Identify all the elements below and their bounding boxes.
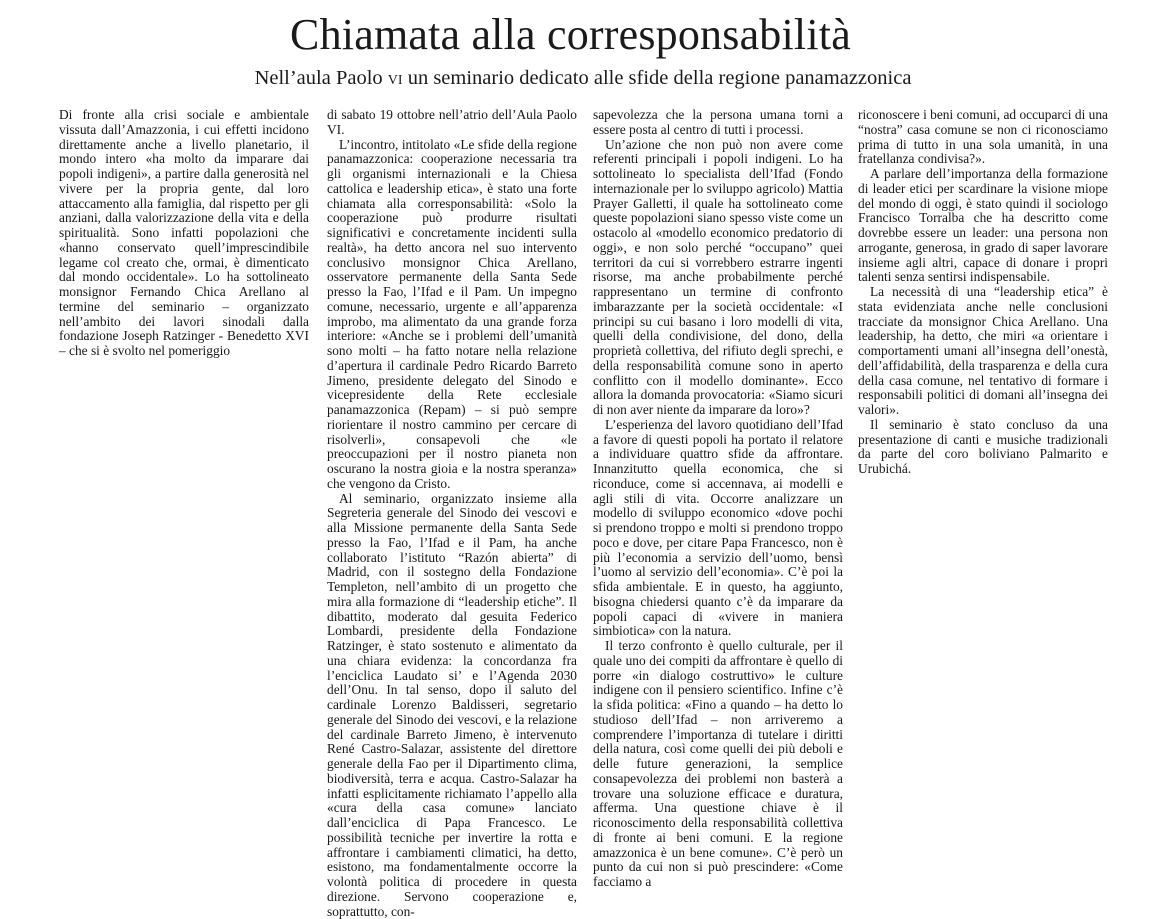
paragraph: Il terzo confronto è quello culturale, per il quale uno dei compiti da affrontare è quello di porre «in dialogo costruttivo» le culture indigene con il pensiero scientifico. Infine c’è la sfida politica: «Fino a quando – ha detto lo studioso dell’Ifad – non arriveremo a comprendere l’importanza di tutelare i diritti della natura, così come quelli dei più deboli e delle future generazioni, la semplice consapevolezza dei problemi non basterà a trovare una soluzione efficace e duratura, afferma. Una questione chiave è il riconoscimento della responsabilità collettiva di fronte ai beni comuni. E la regione amazzonica è un bene comune». C’è però un punto da cui non si può prescindere: «Come facciamo a	[593, 639, 843, 890]
paragraph: sapevolezza che la persona umana torni a essere posta al centro di tutti i processi.	[593, 108, 843, 138]
paragraph: A parlare dell’importanza della formazione di leader etici per scardinare la visione miope del mondo di oggi, è stato quindi il sociologo Francisco Torralba che ha descritto come dovrebbe essere un leader: una persona non arrogante, generosa, in grado di saper lavorare insieme agli altri, capace di donare i propri talenti senza sentirsi indispensabile.	[858, 167, 1108, 285]
paragraph: di sabato 19 ottobre nell’atrio dell’Aula Paolo VI.	[327, 108, 577, 138]
article-subtitle	[0, 64, 1166, 92]
text-column-4	[858, 108, 1108, 508]
text-column-3	[593, 108, 843, 895]
paragraph: Il seminario è stato concluso da una presentazione di canti e musiche tradizionali da parte del coro boliviano Palmarito e Urubichá.	[858, 418, 1108, 477]
text-column-1	[59, 108, 309, 358]
article-title: Chiamata alla corresponsabilità	[0, 6, 1141, 64]
subtitle-part-2: un seminario dedicato alle sfide della regione panamazzonica	[403, 67, 912, 89]
paragraph: L’incontro, intitolato «Le sfide della regione panamazzonica: cooperazione necessaria tra gli organismi internazionali e la Chiesa cattolica e leadership etica», è stato una forte chiamata alla corresponsabilità: «Solo la cooperazione può produrre risultati significativi e concretamente incidenti sulla realtà», ha detto ancora nel suo intervento conclusivo monsignor Chica Arellano, osservatore permanente della Santa Sede presso la Fao, l’Ifad e il Pam. Un impegno comune, necessario, urgente e all’apparenza improbo, ma alimentato da una grande forza interiore: «Anche se i problemi dell’umanità sono molti – ha fatto notare nella relazione d’apertura il cardinale Pedro Ricardo Barreto Jimeno, presidente delegato del Sinodo e vicepresidente della Rete ecclesiale panamazzonica (Repam) – si può sempre riorientare il nostro cammino per cercare di risolverli», consapevoli che «le preoccupazioni per il nostro pianeta non oscurano la nostra gioia e la nostra speranza» che vengono da Cristo.	[327, 138, 577, 492]
paragraph: La necessità di una “leadership etica” è stata evidenziata anche nelle conclusioni tracciate da monsignor Chica Arellano. Una leadership, ha detto, che miri «a orientare i comportamenti umani all’insegna dell’onestà, dell’affidabilità, della trasparenza e della cura della casa comune, nel tentativo di formare i responsabili politici di domani all’insegna dei valori».	[858, 285, 1108, 418]
paragraph: L’esperienza del lavoro quotidiano dell’Ifad a favore di questi popoli ha portato il relatore a individuare quattro sfide da affrontare. Innanzitutto quella economica, che si riconduce, come si accennava, ai modelli e agli stili di vita. Occorre analizzare un modello di sviluppo economico «dove pochi si prendono troppo e molti si prendono troppo poco e dove, per citare Papa Francesco, non è più l’economia a servizio dell’uomo, bensì l’uomo al servizio dell’economia». C’è poi la sfida ambientale. E in questo, ha aggiunto, bisogna chiedersi quanto c’è da imparare da popoli capaci di «vivere in maniera simbiotica» con la natura.	[593, 418, 843, 639]
paragraph: riconoscere i beni comuni, ad occuparci di una “nostra” casa comune se non ci riconosciamo prima di tutto in una sola umanità, in una fratellanza condivisa?».	[858, 108, 1108, 167]
subtitle-roman-numeral: vi	[388, 67, 403, 89]
text-column-2	[327, 108, 577, 895]
paragraph: Di fronte alla crisi sociale e ambientale vissuta dall’Amazzonia, i cui effetti incidono direttamente anche a livello planetario, il mondo intero «ha molto da imparare dai popoli indigeni», a partire dalla generosità nel vivere per la propria gente, dal loro attaccamento alla famiglia, dal rispetto per gli anziani, dalla valorizzazione della vita e della spiritualità. Sono infatti popolazioni che «hanno conservato quell’imprescindibile legame col creato che, ormai, è dimenticato dal mondo occidentale». Lo ha sottolineato monsignor Fernando Chica Arellano al termine del seminario – organizzato nell’ambito dei lavori sinodali dalla fondazione Joseph Ratzinger - Benedetto XVI – che si è svolto nel pomeriggio	[59, 108, 309, 359]
subtitle-part-1: Nell’aula Paolo	[255, 67, 388, 89]
paragraph: Al seminario, organizzato insieme alla Segreteria generale del Sinodo dei vescovi e alla Missione permanente della Santa Sede presso la Fao, l’Ifad e il Pam, ha anche collaborato l’istituto “Razón abierta” di Madrid, con il sostegno della Fondazione Templeton, nell’ambito di un progetto che mira alla formazione di “leadership etiche”. Il dibattito, moderato dal gesuita Federico Lombardi, presidente della Fondazione Ratzinger, è stato sostenuto e alimentato da una chiara evidenza: la concordanza fra l’enciclica Laudato si’ e l’Agenda 2030 dell’Onu. In tal senso, dopo il saluto del cardinale Lorenzo Baldisseri, segretario generale del Sinodo dei vescovi, e la relazione del cardinale Barreto Jimeno, è intervenuto René Castro-Salazar, assistente del direttore generale della Fao per il Dipartimento clima, biodiversità, terra e acqua. Castro-Salazar ha infatti esplicitamente richiamato l’appello alla «cura della casa comune» lanciato dall’enciclica di Papa Francesco. Le possibilità tecniche per invertire la rotta e affrontare i cambiamenti climatici, ha detto, esistono, ma fondamentalmente occorre la volontà politica di procedere in questa direzione. Servono cooperazione e, soprattutto, con-	[327, 492, 577, 919]
paragraph: Un’azione che non può non avere come referenti principali i popoli indigeni. Lo ha sottolineato lo specialista dell’Ifad (Fondo internazionale per lo sviluppo agricolo) Mattia Prayer Galletti, il quale ha sottolineato come queste popolazioni siano spesso viste come un ostacolo al «modello economico predatorio di oggi», e non solo perché “occupano” quei territori da cui si vorrebbero estrarre ingenti risorse, ma anche probabilmente perché rappresentano un termine di confronto imbarazzante per la società occidentale: «I principi su cui basano i loro modelli di vita, quelli della condivisione, del dono, della proprietà collettiva, del rifiuto degli sprechi, e della responsabilità comune sono in aperto conflitto con il modello dominante». Ecco allora la domanda provocatoria: «Siamo sicuri di non aver niente da imparare da loro»?	[593, 138, 843, 418]
